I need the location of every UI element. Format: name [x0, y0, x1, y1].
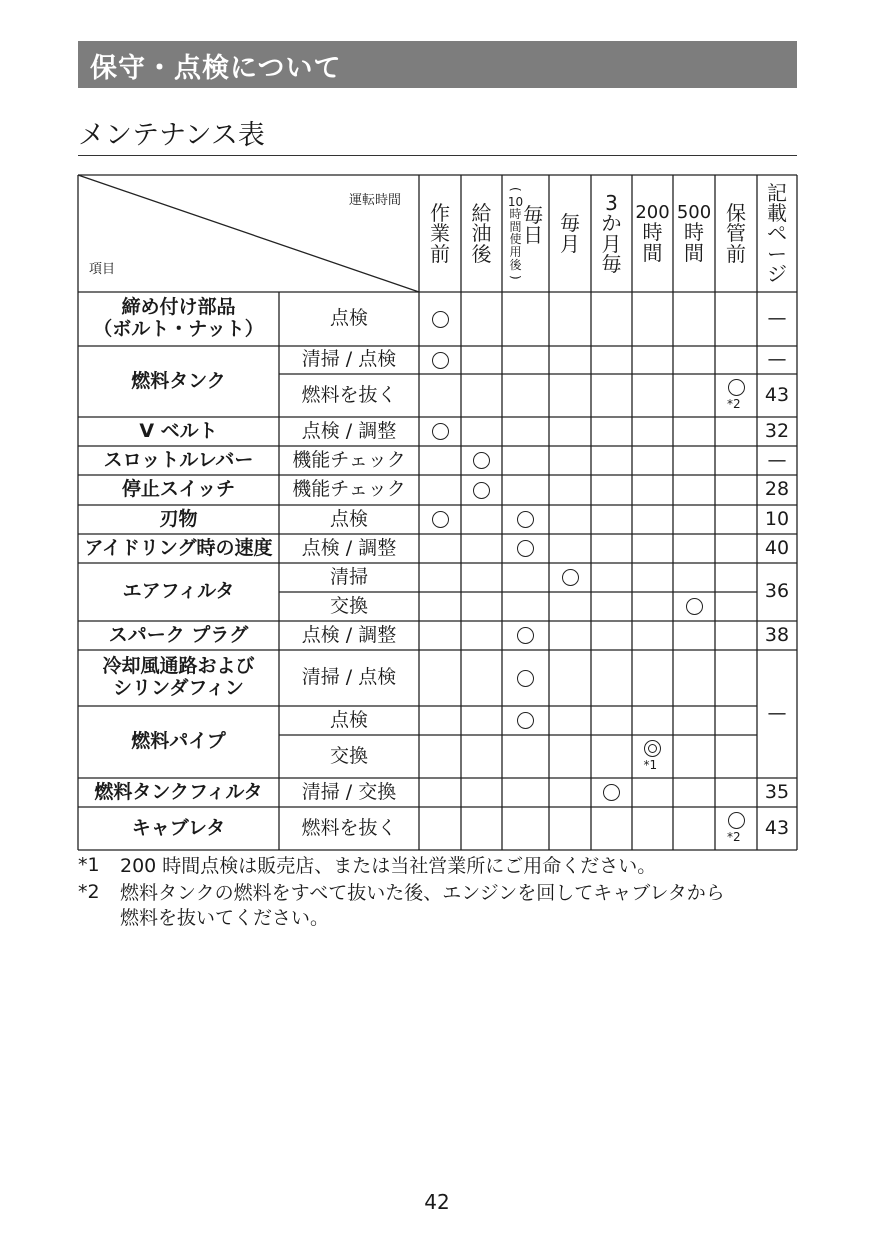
item-name-cell: 燃料パイプ: [131, 730, 226, 753]
task-cell: 清掃 / 点検: [301, 666, 397, 689]
task-cell: 清掃 / 点検: [301, 348, 397, 371]
mark-footnote-ref: *2: [727, 396, 741, 411]
column-header-char: 間: [642, 240, 663, 265]
column-header-char: 作: [430, 200, 450, 225]
column-header-char: ー: [767, 241, 787, 266]
column-header-note-char: 時: [509, 207, 522, 222]
item-name-cell: 燃料タンクフィルタ: [94, 780, 263, 803]
column-header-main: [523, 205, 543, 246]
page-ref-cell: 28: [764, 478, 790, 501]
column-header-note-char: ): [508, 275, 523, 280]
column-header-char: 日: [523, 223, 544, 248]
circle-mark: [562, 569, 579, 586]
column-header-char: 3: [605, 190, 618, 215]
circle-mark: [473, 482, 490, 499]
circle-mark: [432, 511, 449, 528]
double-circle-mark: [644, 740, 661, 757]
column-header-char: 業: [430, 221, 450, 246]
column-header-every3months: [591, 179, 632, 288]
task-cell: 交換: [329, 744, 368, 767]
task-cell: 燃料を抜く: [301, 816, 397, 839]
circle-mark: [473, 452, 490, 469]
task-cell: 機能チェック: [292, 448, 406, 471]
page-ref-cell: 32: [764, 419, 790, 442]
circle-mark: [432, 423, 449, 440]
column-header-char: 月: [601, 231, 622, 256]
page-ref-cell: —: [767, 348, 787, 371]
column-header-page: [757, 179, 797, 288]
item-name-cell: 停止スイッチ: [121, 478, 236, 501]
section-title: 保守・点検について: [90, 53, 342, 84]
corner-label-item: 項目: [89, 262, 116, 277]
column-header-note-char: 間: [509, 219, 522, 234]
item-name-cell: スパーク プラグ: [108, 623, 249, 646]
task-cell: 点検 / 調整: [301, 419, 397, 442]
circle-mark: [517, 670, 534, 687]
column-header-char: 給: [471, 200, 492, 225]
circle-mark: [603, 784, 620, 801]
column-header-monthly: [549, 179, 591, 288]
column-header-char: 載: [767, 200, 787, 225]
item-name-cell: キャブレタ: [131, 816, 226, 839]
page-ref-cell: 10: [764, 507, 790, 530]
task-cell: 清掃 / 交換: [301, 780, 397, 803]
corner-label-operating-time: 運転時間: [349, 193, 402, 208]
column-header-char: 時: [684, 220, 704, 245]
item-name-cell: アイドリング時の速度: [84, 536, 273, 559]
column-header-char: 毎: [560, 211, 580, 236]
page-ref-cell: 40: [764, 536, 790, 559]
circle-mark: [432, 352, 449, 369]
circle-mark: [728, 379, 745, 396]
task-cell: 交換: [329, 594, 368, 617]
footnote-text: 燃料タンクの燃料をすべて抜いた後、エンジンを回してキャブレタから 燃料を抜いてください。: [120, 882, 725, 929]
column-header-storage: [715, 179, 757, 288]
circle-mark: [728, 812, 745, 829]
circle-mark: [517, 511, 534, 528]
column-header-char: 月: [560, 231, 580, 256]
item-name-cell: スロットルレバー: [103, 448, 254, 471]
item-name-cell: 冷却風通路および シリンダフィン: [102, 655, 255, 699]
column-header-note-char: 用: [509, 244, 522, 259]
column-header-note: [508, 183, 523, 284]
column-header-char: ジ: [767, 262, 787, 287]
page-ref-cell: —: [767, 307, 787, 330]
column-header-char: 後: [471, 241, 492, 266]
column-header-char: 毎: [523, 203, 544, 227]
footnote-marker: *2: [78, 881, 100, 903]
task-cell: 点検: [329, 507, 368, 530]
task-cell: 点検 / 調整: [301, 623, 397, 646]
page-ref-cell: 36: [764, 580, 790, 603]
task-cell: 機能チェック: [292, 478, 406, 501]
circle-mark: [517, 712, 534, 729]
page-ref-cell: 43: [764, 816, 790, 839]
page-ref-cell: 38: [764, 623, 790, 646]
column-header-char: ペ: [767, 221, 787, 246]
footnote-marker: *1: [78, 854, 100, 876]
item-name-cell: V ベルト: [139, 419, 218, 442]
column-header-h500: [673, 179, 715, 288]
column-header-note-char: 使: [509, 232, 522, 247]
item-name-cell: 燃料タンク: [131, 369, 226, 392]
task-cell: 清掃: [329, 565, 368, 588]
footnote-text: 200 時間点検は販売店、または当社営業所にご用命ください。: [120, 855, 657, 877]
column-header-before_work: [419, 179, 461, 288]
mark-footnote-ref: *2: [727, 829, 741, 844]
column-header-char: 保: [726, 200, 746, 225]
task-cell: 点検: [329, 708, 368, 731]
column-header-char: 毎: [601, 251, 622, 276]
task-cell: 点検: [329, 307, 368, 330]
mark-footnote-ref: *1: [643, 757, 658, 772]
page-number: 42: [424, 1190, 450, 1214]
item-name-cell: エアフィルタ: [122, 580, 235, 603]
column-header-char: 間: [684, 240, 704, 265]
page-ref-cell: —: [767, 702, 787, 725]
page-ref-cell: 35: [764, 780, 790, 803]
column-header-char: か: [601, 211, 622, 236]
circle-mark: [432, 311, 449, 328]
column-header-char: 前: [726, 241, 746, 266]
column-header-char: 記: [767, 180, 787, 205]
column-header-note-char: 10: [507, 194, 524, 209]
column-header-char: 前: [430, 241, 450, 266]
circle-mark: [517, 540, 534, 557]
task-cell: 燃料を抜く: [301, 383, 397, 406]
column-header-char: 油: [471, 221, 492, 246]
task-cell: 点検 / 調整: [301, 536, 397, 559]
column-header-char: 500: [676, 201, 712, 223]
column-header-char: 200: [635, 201, 670, 223]
column-header-h200: [632, 179, 673, 288]
circle-mark: [686, 598, 703, 615]
item-name-cell: 刃物: [159, 507, 198, 530]
column-header-note-char: (: [508, 186, 523, 192]
page-ref-cell: 43: [764, 383, 790, 406]
item-name-cell: 締め付け部品 （ボルト・ナット）: [93, 296, 264, 340]
table-title: メンテナンス表: [78, 120, 265, 151]
column-header-daily: [502, 179, 549, 292]
column-header-char: 管: [726, 221, 746, 246]
circle-mark: [517, 627, 534, 644]
column-header-after_refuel: [461, 179, 502, 288]
column-header-note-char: 後: [509, 257, 522, 272]
column-header-char: 時: [642, 220, 663, 245]
page-ref-cell: —: [767, 448, 787, 471]
